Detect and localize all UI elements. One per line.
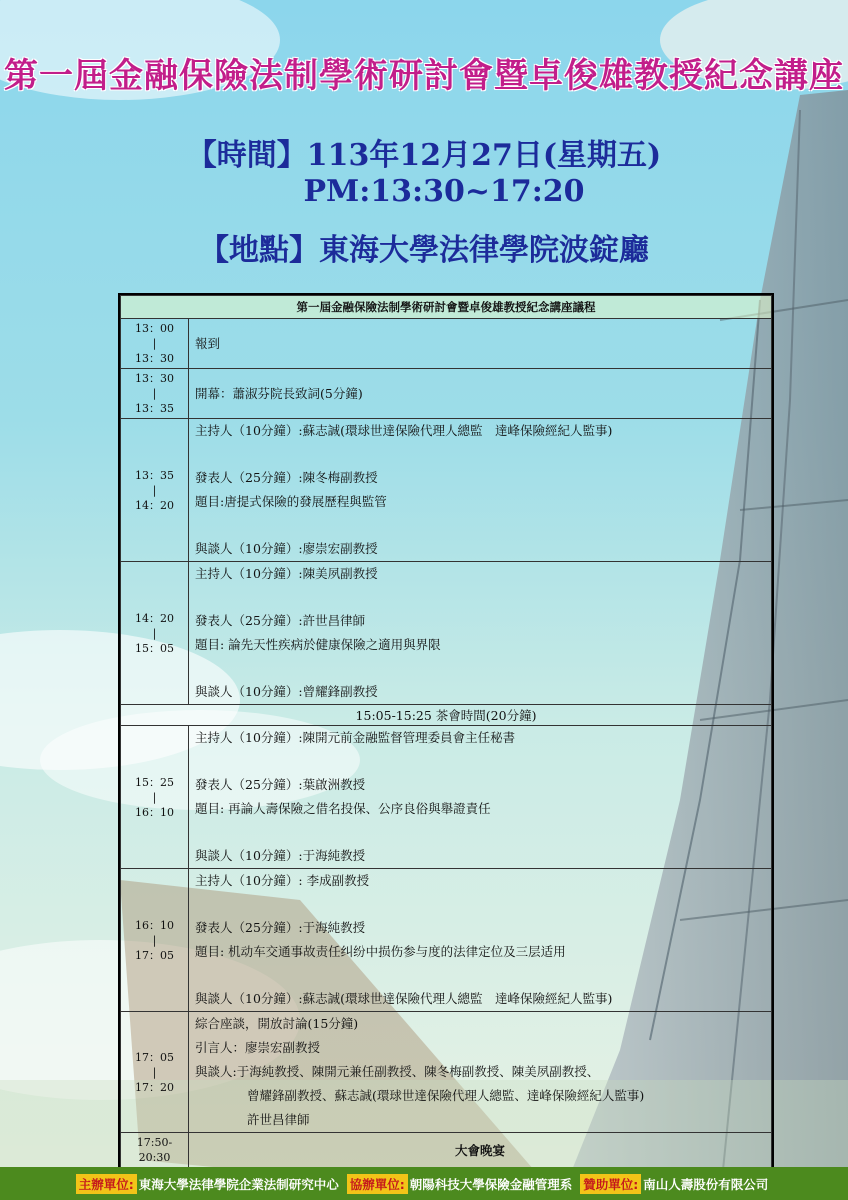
session-topic: 題目: 論先天性疾病於健康保險之適用與界限: [195, 637, 441, 652]
session-host: 主持人（10分鐘）:陳開元前金融監督管理委員會主任秘書: [195, 730, 516, 745]
session-content: [189, 726, 772, 869]
table-row: [121, 1012, 772, 1133]
session-discussant: 與談人（10分鐘）:曾耀鋒副教授: [195, 684, 378, 699]
sponsor: 南山人壽股份有限公司: [643, 1176, 769, 1192]
session-host: 主持人（10分鐘）:蘇志誠(環球世達保險代理人總監 達峰保險經紀人監事): [195, 423, 613, 438]
panel-discussants: 與談人:于海純教授、陳開元兼任副教授、陳冬梅副教授、陳美夙副教授、: [195, 1064, 600, 1079]
panel-title: 綜合座談，開放討論(15分鐘): [195, 1016, 359, 1031]
session-content: [189, 1012, 772, 1133]
table-row: [121, 705, 772, 726]
table-row: [121, 1133, 772, 1168]
time-label: 【時間】: [186, 138, 307, 173]
session-host: 主持人（10分鐘）: 李成副教授: [195, 873, 370, 888]
session-content: [189, 562, 772, 705]
session-speaker: 發表人（25分鐘）:葉啟洲教授: [195, 777, 366, 792]
place-label: 【地點】: [199, 233, 319, 268]
dinner-label: 大會晚宴: [189, 1133, 772, 1168]
time-value: 113年12月27日(星期五): [306, 138, 662, 173]
session-content: 開幕：蕭淑芬院長致詞(5分鐘): [189, 369, 772, 419]
session-discussant: 與談人（10分鐘）:廖崇宏副教授: [195, 541, 378, 556]
session-time: 13：00 | 13：30: [121, 319, 189, 369]
panel-moderator: 引言人：廖崇宏副教授: [195, 1040, 321, 1055]
session-topic: 題目:唐提式保險的發展歷程與監管: [195, 494, 387, 509]
table-row: [121, 319, 772, 369]
agenda-table: [118, 293, 774, 1170]
page-title: 第一屆金融保險法制學術研討會暨卓俊雄教授紀念講座: [4, 56, 844, 96]
organizer-label: 主辦單位:: [76, 1174, 137, 1194]
session-content: 報到: [189, 319, 772, 369]
co-organizer: 朝陽科技大學保險金融管理系: [409, 1176, 573, 1192]
sponsor-label: 贊助單位:: [580, 1174, 641, 1194]
table-row: [121, 419, 772, 562]
session-topic: 題目: 再論人壽保險之借名投保、公序良俗與舉證責任: [195, 801, 491, 816]
panel-discussants-cont: 曾耀鋒副教授、蘇志誠(環球世達保險代理人總監、達峰保險經紀人監事): [247, 1088, 645, 1103]
organizer: 東海大學法律學院企業法制研究中心: [138, 1176, 339, 1192]
event-time: [0, 130, 848, 174]
session-discussant: 與談人（10分鐘）:于海純教授: [195, 848, 366, 863]
session-speaker: 發表人（25分鐘）:陳冬梅副教授: [195, 470, 378, 485]
session-time: 17：05 | 17：20: [121, 1012, 189, 1133]
session-discussant: 與談人（10分鐘）:蘇志誠(環球世達保險代理人總監 達峰保險經紀人監事): [195, 991, 613, 1006]
session-speaker: 發表人（25分鐘）:許世昌律師: [195, 613, 366, 628]
session-content: [189, 419, 772, 562]
session-time: 14：20 | 15：05: [121, 562, 189, 705]
tea-break: 15:05-15:25 茶會時間(20分鐘): [121, 705, 772, 726]
session-time: 13：30 | 13：35: [121, 369, 189, 419]
session-time: 15：25 | 16：10: [121, 726, 189, 869]
event-place: [0, 225, 848, 269]
event-hours: PM:13:30~17:20: [303, 174, 585, 209]
agenda-header: 第一屆金融保險法制學術研討會暨卓俊雄教授紀念講座議程: [121, 296, 772, 319]
table-row: [121, 869, 772, 1012]
co-organizer-label: 協辦單位:: [347, 1174, 408, 1194]
table-row: [121, 369, 772, 419]
footer: [0, 1167, 848, 1200]
session-time: 13：35 | 14：20: [121, 419, 189, 562]
session-topic: 題目: 机动车交通事故责任纠纷中损伤参与度的法律定位及三层适用: [195, 944, 566, 959]
panel-discussants-cont: 許世昌律師: [247, 1112, 310, 1127]
table-row: [121, 562, 772, 705]
session-time: 16：10 | 17：05: [121, 869, 189, 1012]
session-content: [189, 869, 772, 1012]
dinner-time: 17:50-20:30: [121, 1133, 189, 1168]
table-row: [121, 726, 772, 869]
session-speaker: 發表人（25分鐘）:于海純教授: [195, 920, 366, 935]
session-host: 主持人（10分鐘）:陳美夙副教授: [195, 566, 378, 581]
place-value: 東海大學法律學院波錠廳: [319, 233, 649, 268]
